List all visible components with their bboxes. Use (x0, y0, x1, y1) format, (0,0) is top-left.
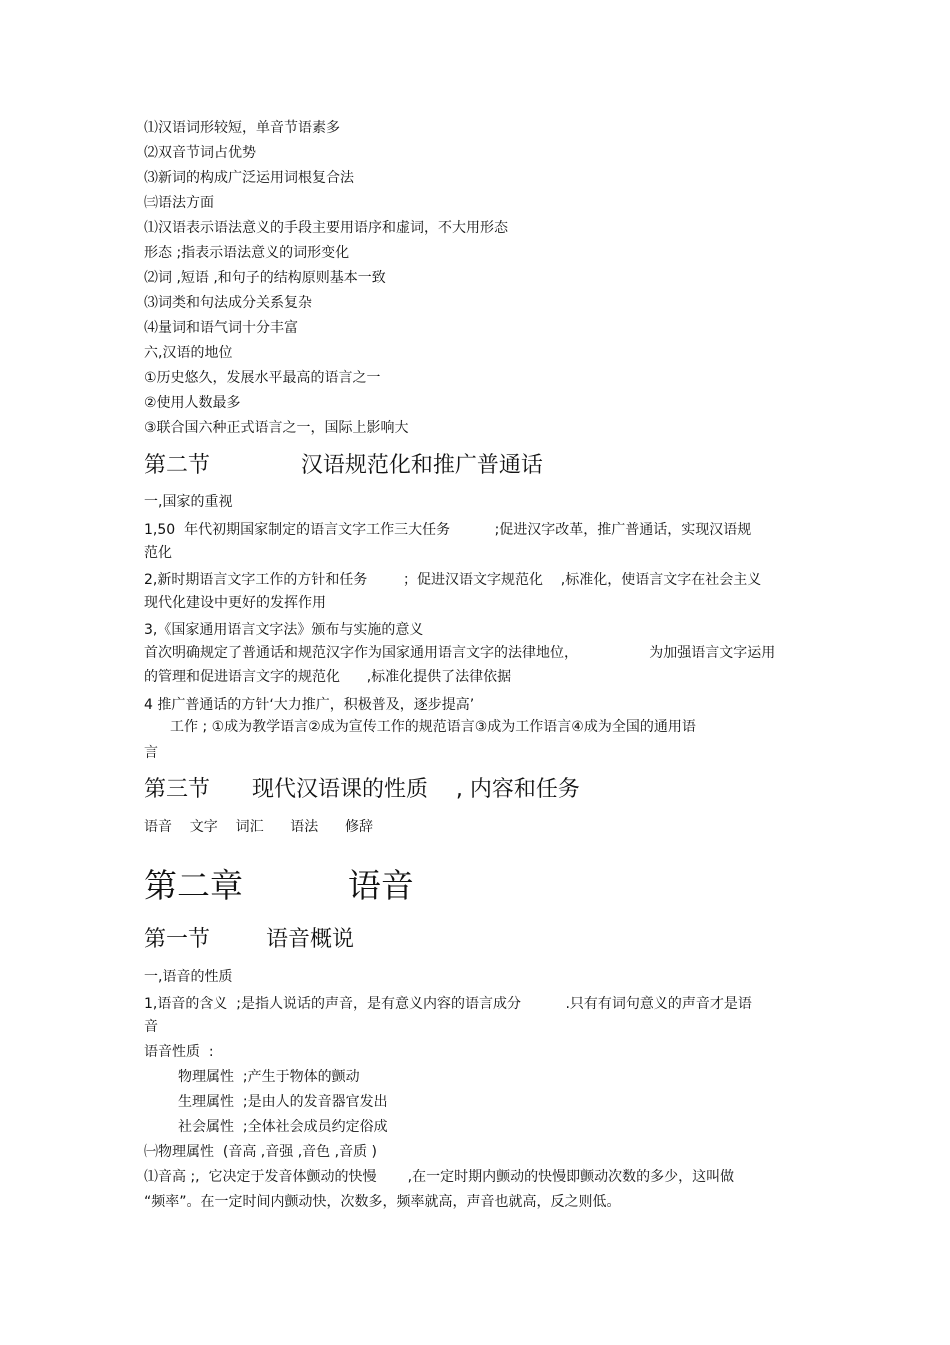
text-line: 首次明确规定了普通话和规范汉字作为国家通用语言文字的法律地位， 为加强语言文字运用 (144, 645, 776, 661)
text-line: 语音 文字 词汇 语法 修辞 (144, 819, 374, 835)
section-heading: 第三节 现代汉语课的性质 , 内容和任务 (144, 777, 580, 802)
text-line: 物理属性 ;产生于物体的颤动 (178, 1069, 360, 1085)
text-line: ⑶词类和句法成分关系复杂 (144, 295, 312, 311)
text-line: ㈢语法方面 (144, 195, 214, 211)
text-line: 言 (144, 745, 158, 761)
text-line: 1,50 年代初期国家制定的语言文字工作三大任务 ;促进汉字改革，推广普通话，实现汉语规 (144, 522, 752, 538)
text-line: ②使用人数最多 (144, 395, 241, 411)
text-line: ⑶新词的构成广泛运用词根复合法 (144, 170, 354, 186)
text-line: 一,语音的性质 (144, 969, 233, 985)
text-line: 现代化建设中更好的发挥作用 (144, 595, 326, 611)
text-line: 的管理和促进语言文字的规范化 ,标准化提供了法律依据 (144, 669, 512, 685)
text-line: 3,《国家通用语言文字法》颁布与实施的意义 (144, 622, 424, 638)
text-line: ⑴音高 ;, 它决定于发音体颤动的快慢 ,在一定时期内颤动的快慢即颤动次数的多少，这叫做 (144, 1169, 735, 1185)
text-line: ⑴汉语表示语法意义的手段主要用语序和虚词，不大用形态 (144, 220, 508, 236)
section-heading: 第二节 汉语规范化和推广普通话 (144, 453, 543, 478)
section-heading: 第一节 语音概说 (144, 927, 354, 952)
text-line: ⑵双音节词占优势 (144, 145, 256, 161)
text-line: 2,新时期语言文字工作的方针和任务 ；促进汉语文字规范化 ,标准化，使语言文字在社会主义 (144, 572, 762, 588)
text-line: ⑵词 ,短语 ,和句子的结构原则基本一致 (144, 270, 386, 286)
text-line: 六,汉语的地位 (144, 345, 233, 361)
text-line: 工作 ; ①成为教学语言②成为宣传工作的规范语言③成为工作语言④成为全国的通用语 (170, 719, 696, 735)
text-line: 1,语音的含义 ;是指人说话的声音，是有意义内容的语言成分 .只有有词句意义的声音才是语 (144, 996, 752, 1012)
text-line: 形态 ;指表示语法意义的词形变化 (144, 245, 350, 261)
text-line: 生理属性 ;是由人的发音器官发出 (178, 1094, 388, 1110)
text-line: ①历史悠久，发展水平最高的语言之一 (144, 370, 381, 386)
text-line: 社会属性 ;全体社会成员约定俗成 (178, 1119, 388, 1135)
text-line: ③联合国六种正式语言之一，国际上影响大 (144, 420, 409, 436)
text-line: 范化 (144, 545, 172, 561)
text-line: “频率”。在一定时间内颤动快，次数多，频率就高，声音也就高，反之则低。 (144, 1194, 621, 1210)
text-line: 一,国家的重视 (144, 494, 233, 510)
text-line: 4 推广普通话的方针‘大力推广，积极普及，逐步提高’ (144, 697, 475, 713)
text-line: 音 (144, 1019, 158, 1035)
text-line: ㈠物理属性 (音高 ,音强 ,音色 ,音质 ) (144, 1144, 377, 1160)
text-line: 语音性质 : (144, 1044, 214, 1060)
chapter-heading: 第二章 语音 (144, 866, 414, 905)
text-line: ⑷量词和语气词十分丰富 (144, 320, 298, 336)
text-line: ⑴汉语词形较短，单音节语素多 (144, 120, 340, 136)
